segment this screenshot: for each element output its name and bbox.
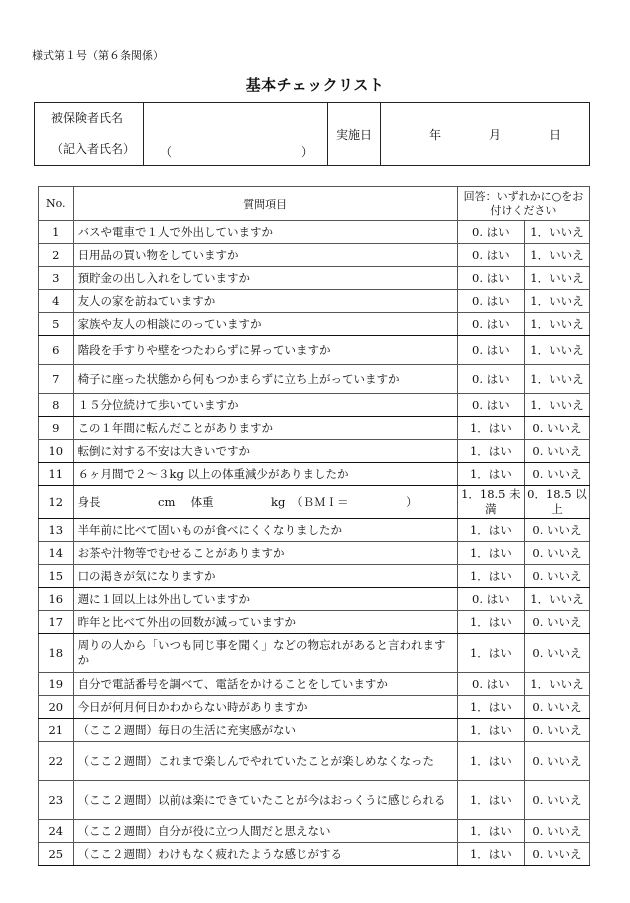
row-number bbox=[39, 634, 74, 673]
answer-option-2-label: 0. いいえ bbox=[532, 846, 582, 861]
table-row bbox=[39, 221, 590, 244]
question-text-label: （ここ２週間）以前は楽にできていたことが今はおっくうに感じられる bbox=[77, 792, 446, 807]
answer-option-2[interactable] bbox=[524, 588, 589, 611]
answer-option-1-label: 1．はい bbox=[469, 699, 512, 714]
row-number-label: 19 bbox=[48, 676, 64, 691]
question-text bbox=[73, 588, 457, 611]
row-number-label: 24 bbox=[48, 823, 64, 838]
answer-option-2[interactable] bbox=[524, 290, 589, 313]
question-text-label: 自分で電話番号を調べて、電話をかけることをしていますか bbox=[77, 676, 388, 691]
answer-option-1[interactable] bbox=[457, 843, 524, 866]
question-text bbox=[73, 565, 457, 588]
table-row bbox=[39, 519, 590, 542]
question-text-label: この１年間に転んだことがありますか bbox=[77, 420, 274, 435]
form-number: 様式第１号（第６条関係） bbox=[32, 49, 164, 62]
row-number bbox=[39, 673, 74, 696]
question-text bbox=[73, 417, 457, 440]
answer-option-2[interactable] bbox=[524, 394, 589, 417]
table-row bbox=[39, 486, 590, 519]
table-row bbox=[39, 313, 590, 336]
question-text-label: 椅子に座った状態から何もつかまらずに立ち上がっていますか bbox=[77, 371, 400, 386]
checklist-table bbox=[38, 186, 590, 866]
table-row bbox=[39, 336, 590, 365]
table-row bbox=[39, 417, 590, 440]
answer-option-1-label: 1．はい bbox=[469, 568, 512, 583]
answer-option-1[interactable] bbox=[457, 611, 524, 634]
answer-option-2-label: 1．いいえ bbox=[530, 591, 584, 606]
writer-name-label: （記入者氏名） bbox=[51, 142, 136, 156]
row-number-label: 4 bbox=[52, 293, 60, 308]
question-text bbox=[73, 336, 457, 365]
question-text bbox=[73, 290, 457, 313]
name-label-cell bbox=[35, 103, 144, 166]
answer-option-2-label: 0. いいえ bbox=[532, 466, 582, 481]
answer-option-2[interactable] bbox=[524, 820, 589, 843]
question-text-label: 昨年と比べて外出の回数が減っていますか bbox=[77, 614, 297, 629]
row-number bbox=[39, 843, 74, 866]
question-text-label: （ここ２週間）わけもなく疲れたような感じがする bbox=[77, 846, 343, 861]
question-text bbox=[73, 394, 457, 417]
answer-option-1-label: 1．はい bbox=[469, 443, 512, 458]
question-text-label: 階段を手すりや壁をつたわらずに昇っていますか bbox=[77, 342, 331, 357]
question-text-label: （ここ２週間）これまで楽しんでやれていたことが楽しめなくなった bbox=[77, 753, 435, 768]
question-text bbox=[73, 365, 457, 394]
question-text-label: 口の渇きが気になりますか bbox=[77, 568, 216, 583]
answer-option-1[interactable] bbox=[457, 519, 524, 542]
row-number bbox=[39, 696, 74, 719]
answer-option-1-label: 1．はい bbox=[469, 722, 512, 737]
answer-option-1[interactable] bbox=[457, 588, 524, 611]
answer-option-1-label: 0. はい bbox=[472, 371, 510, 386]
answer-option-2-label: 1．いいえ bbox=[530, 293, 584, 308]
row-number-label: 3 bbox=[52, 270, 60, 285]
row-number bbox=[39, 742, 74, 781]
table-row bbox=[39, 820, 590, 843]
question-text-label: （ここ２週間）毎日の生活に充実感がない bbox=[77, 722, 297, 737]
answer-option-2-label: 0. いいえ bbox=[532, 614, 582, 629]
question-text bbox=[73, 611, 457, 634]
answer-option-1-label: 0. はい bbox=[472, 676, 510, 691]
question-text bbox=[73, 742, 457, 781]
answer-option-1-label: 0. はい bbox=[472, 397, 510, 412]
table-row bbox=[39, 440, 590, 463]
table-row bbox=[39, 843, 590, 866]
writer-paren-open: （ bbox=[160, 145, 173, 159]
answer-option-1[interactable] bbox=[457, 336, 524, 365]
answer-option-2-label: 0. いいえ bbox=[532, 522, 582, 537]
answer-option-2-label: 1．いいえ bbox=[530, 270, 584, 285]
date-field[interactable]: 年 月 日 bbox=[381, 103, 590, 166]
answer-option-1-label: 1．はい bbox=[469, 522, 512, 537]
answer-option-1-label: 1．はい bbox=[469, 545, 512, 560]
answer-option-1-label: 1．はい bbox=[469, 753, 512, 768]
answer-option-1[interactable] bbox=[457, 440, 524, 463]
row-number-label: 23 bbox=[48, 792, 64, 807]
answer-option-2[interactable] bbox=[524, 440, 589, 463]
answer-option-2-label: 1．いいえ bbox=[530, 224, 584, 239]
answer-option-2-label: 1．いいえ bbox=[530, 371, 584, 386]
question-text-label: 週に１回以上は外出していますか bbox=[77, 591, 251, 606]
row-number-label: 20 bbox=[48, 699, 64, 714]
answer-option-2-label: 1．いいえ bbox=[530, 397, 584, 412]
answer-option-1-label: 1．はい bbox=[469, 823, 512, 838]
answer-option-1[interactable] bbox=[457, 742, 524, 781]
table-row bbox=[39, 611, 590, 634]
answer-option-1[interactable] bbox=[457, 696, 524, 719]
question-text bbox=[73, 313, 457, 336]
insured-name-label: 被保険者氏名 bbox=[51, 111, 124, 125]
question-text bbox=[73, 673, 457, 696]
question-text bbox=[73, 486, 457, 519]
question-text-label: お茶や汁物等でむせることがありますか bbox=[77, 545, 285, 560]
answer-option-2-label: 0．18.5 以上 bbox=[527, 487, 587, 516]
answer-option-1[interactable] bbox=[457, 394, 524, 417]
table-row bbox=[39, 588, 590, 611]
answer-option-2-label: 0. いいえ bbox=[532, 792, 582, 807]
answer-option-2-label: 0. いいえ bbox=[532, 722, 582, 737]
answer-option-2[interactable] bbox=[524, 781, 589, 820]
question-text-label: 日用品の買い物をしていますか bbox=[77, 247, 239, 262]
answer-option-2-label: 1．いいえ bbox=[530, 316, 584, 331]
answer-option-1[interactable] bbox=[457, 417, 524, 440]
row-number-label: 7 bbox=[52, 371, 60, 386]
answer-option-1[interactable] bbox=[457, 542, 524, 565]
document-title: 基本チェックリスト bbox=[245, 76, 385, 94]
row-number-label: 21 bbox=[48, 722, 64, 737]
row-number bbox=[39, 542, 74, 565]
row-number bbox=[39, 244, 74, 267]
table-row bbox=[39, 781, 590, 820]
question-text-label: 預貯金の出し入れをしていますか bbox=[77, 270, 251, 285]
answer-option-2[interactable] bbox=[524, 611, 589, 634]
column-header-question: 質問項目 bbox=[73, 187, 457, 221]
row-number bbox=[39, 820, 74, 843]
answer-option-2-label: 1．いいえ bbox=[530, 676, 584, 691]
answer-option-1[interactable] bbox=[457, 673, 524, 696]
answer-option-1-label: 0. はい bbox=[472, 342, 510, 357]
column-header-no: No. bbox=[39, 187, 74, 221]
question-text bbox=[73, 696, 457, 719]
question-text-label: 半年前に比べて固いものが食べにくくなりましたか bbox=[77, 522, 343, 537]
answer-option-1[interactable] bbox=[457, 313, 524, 336]
question-text-label: 周りの人から「いつも同じ事を聞く」などの物忘れがあると言われますか bbox=[77, 638, 446, 667]
answer-option-2-label: 0. いいえ bbox=[532, 645, 582, 660]
answer-option-1-label: 1．はい bbox=[469, 846, 512, 861]
answer-option-1[interactable] bbox=[457, 634, 524, 673]
question-text bbox=[73, 519, 457, 542]
answer-option-1-label: 0. はい bbox=[472, 224, 510, 239]
answer-option-2[interactable] bbox=[524, 221, 589, 244]
row-number-label: 1 bbox=[52, 224, 60, 239]
date-label: 実施日 bbox=[328, 103, 381, 166]
table-row bbox=[39, 673, 590, 696]
answer-option-1-label: 1．はい bbox=[469, 466, 512, 481]
row-number-label: 10 bbox=[48, 443, 64, 458]
answer-option-1-label: 1．はい bbox=[469, 420, 512, 435]
row-number-label: 12 bbox=[48, 494, 64, 509]
answer-option-2[interactable] bbox=[524, 565, 589, 588]
table-row bbox=[39, 463, 590, 486]
question-text bbox=[73, 719, 457, 742]
question-text bbox=[73, 440, 457, 463]
answer-option-1-label: 1．はい bbox=[469, 614, 512, 629]
question-text-label: （ここ２週間）自分が役に立つ人間だと思えない bbox=[77, 823, 331, 838]
table-row bbox=[39, 542, 590, 565]
row-number-label: 5 bbox=[52, 316, 60, 331]
row-number bbox=[39, 463, 74, 486]
answer-option-2-label: 0. いいえ bbox=[532, 443, 582, 458]
row-number bbox=[39, 417, 74, 440]
answer-option-1-label: 0. はい bbox=[472, 591, 510, 606]
answer-option-1[interactable] bbox=[457, 244, 524, 267]
table-row bbox=[39, 696, 590, 719]
row-number bbox=[39, 290, 74, 313]
row-number bbox=[39, 486, 74, 519]
row-number-label: 2 bbox=[52, 247, 60, 262]
answer-option-1[interactable] bbox=[457, 781, 524, 820]
table-row bbox=[39, 634, 590, 673]
answer-option-1-label: 1．はい bbox=[469, 792, 512, 807]
answer-option-1[interactable] bbox=[457, 463, 524, 486]
answer-option-1-label: 0. はい bbox=[472, 293, 510, 308]
row-number-label: 14 bbox=[48, 545, 64, 560]
answer-option-2[interactable] bbox=[524, 634, 589, 673]
row-number-label: 13 bbox=[48, 522, 64, 537]
question-text-label: 家族や友人の相談にのっていますか bbox=[77, 316, 262, 331]
answer-option-2-label: 0. いいえ bbox=[532, 420, 582, 435]
answer-option-1[interactable] bbox=[457, 365, 524, 394]
answer-option-1[interactable] bbox=[457, 267, 524, 290]
answer-option-2-label: 1．いいえ bbox=[530, 342, 584, 357]
row-number bbox=[39, 519, 74, 542]
answer-option-2-label: 0. いいえ bbox=[532, 823, 582, 838]
answer-option-2-label: 1．いいえ bbox=[530, 247, 584, 262]
question-text-label: １５分位続けて歩いていますか bbox=[77, 397, 239, 412]
question-text bbox=[73, 542, 457, 565]
respondent-header-table bbox=[34, 102, 590, 166]
row-number bbox=[39, 267, 74, 290]
answer-option-2[interactable] bbox=[524, 336, 589, 365]
question-text-label: ６ヶ月間で２～３kg 以上の体重減少がありましたか bbox=[77, 466, 349, 481]
question-text bbox=[73, 634, 457, 673]
answer-option-1[interactable] bbox=[457, 565, 524, 588]
row-number-label: 22 bbox=[48, 753, 64, 768]
answer-option-1[interactable] bbox=[457, 719, 524, 742]
answer-option-2[interactable] bbox=[524, 843, 589, 866]
answer-option-2[interactable] bbox=[524, 719, 589, 742]
row-number bbox=[39, 781, 74, 820]
question-text bbox=[73, 820, 457, 843]
answer-option-2[interactable] bbox=[524, 486, 589, 519]
checklist-rows bbox=[39, 221, 590, 866]
answer-option-1[interactable] bbox=[457, 290, 524, 313]
row-number-label: 16 bbox=[48, 591, 64, 606]
writer-paren-close: ） bbox=[300, 145, 313, 159]
row-number-label: 8 bbox=[52, 397, 60, 412]
table-header-row bbox=[39, 187, 590, 221]
row-number-label: 6 bbox=[52, 342, 60, 357]
row-number bbox=[39, 365, 74, 394]
answer-option-2-label: 0. いいえ bbox=[532, 699, 582, 714]
question-text bbox=[73, 244, 457, 267]
question-text bbox=[73, 843, 457, 866]
answer-option-1[interactable] bbox=[457, 486, 524, 519]
table-row bbox=[39, 267, 590, 290]
question-text bbox=[73, 267, 457, 290]
row-number bbox=[39, 221, 74, 244]
answer-option-2[interactable] bbox=[524, 463, 589, 486]
row-number bbox=[39, 565, 74, 588]
answer-option-1-label: 0. はい bbox=[472, 270, 510, 285]
answer-option-1-label: 0. はい bbox=[472, 247, 510, 262]
answer-option-1[interactable] bbox=[457, 221, 524, 244]
answer-option-2[interactable] bbox=[524, 696, 589, 719]
name-input-field[interactable] bbox=[144, 103, 328, 166]
answer-option-1[interactable] bbox=[457, 820, 524, 843]
answer-option-2[interactable] bbox=[524, 267, 589, 290]
table-row bbox=[39, 394, 590, 417]
row-number bbox=[39, 588, 74, 611]
answer-option-1-label: 0. はい bbox=[472, 316, 510, 331]
answer-option-2[interactable] bbox=[524, 244, 589, 267]
table-row bbox=[39, 290, 590, 313]
question-text-label: 転倒に対する不安は大きいですか bbox=[77, 443, 251, 458]
column-header-answer: 回答：いずれかに○をお付けください bbox=[457, 187, 589, 221]
answer-option-2[interactable] bbox=[524, 742, 589, 781]
row-number bbox=[39, 394, 74, 417]
table-row bbox=[39, 365, 590, 394]
table-row bbox=[39, 742, 590, 781]
row-number-label: 17 bbox=[48, 614, 64, 629]
question-text-label: 身長 cm 体重 kg （ＢＭＩ＝ ） bbox=[77, 494, 418, 509]
row-number-label: 25 bbox=[48, 846, 64, 861]
answer-option-2[interactable] bbox=[524, 542, 589, 565]
answer-option-2[interactable] bbox=[524, 365, 589, 394]
answer-option-1-label: 1．18.5 未満 bbox=[461, 487, 521, 516]
answer-option-2[interactable] bbox=[524, 313, 589, 336]
row-number bbox=[39, 313, 74, 336]
row-number-label: 11 bbox=[48, 466, 64, 481]
question-text-label: 今日が何月何日かわからない時がありますか bbox=[77, 699, 308, 714]
answer-option-1-label: 1．はい bbox=[469, 645, 512, 660]
row-number bbox=[39, 611, 74, 634]
table-row bbox=[39, 719, 590, 742]
answer-option-2-label: 0. いいえ bbox=[532, 753, 582, 768]
question-text bbox=[73, 463, 457, 486]
row-number-label: 18 bbox=[48, 645, 64, 660]
row-number bbox=[39, 440, 74, 463]
row-number bbox=[39, 336, 74, 365]
question-text bbox=[73, 781, 457, 820]
question-text-label: 友人の家を訪ねていますか bbox=[77, 293, 216, 308]
answer-option-2[interactable] bbox=[524, 673, 589, 696]
row-number-label: 9 bbox=[52, 420, 60, 435]
row-number bbox=[39, 719, 74, 742]
question-text-label: バスや電車で１人で外出していますか bbox=[77, 224, 274, 239]
answer-option-2-label: 0. いいえ bbox=[532, 568, 582, 583]
row-number-label: 15 bbox=[48, 568, 64, 583]
question-text bbox=[73, 221, 457, 244]
answer-option-2[interactable] bbox=[524, 417, 589, 440]
table-row bbox=[39, 244, 590, 267]
table-row bbox=[39, 565, 590, 588]
answer-option-2-label: 0. いいえ bbox=[532, 545, 582, 560]
answer-option-2[interactable] bbox=[524, 519, 589, 542]
